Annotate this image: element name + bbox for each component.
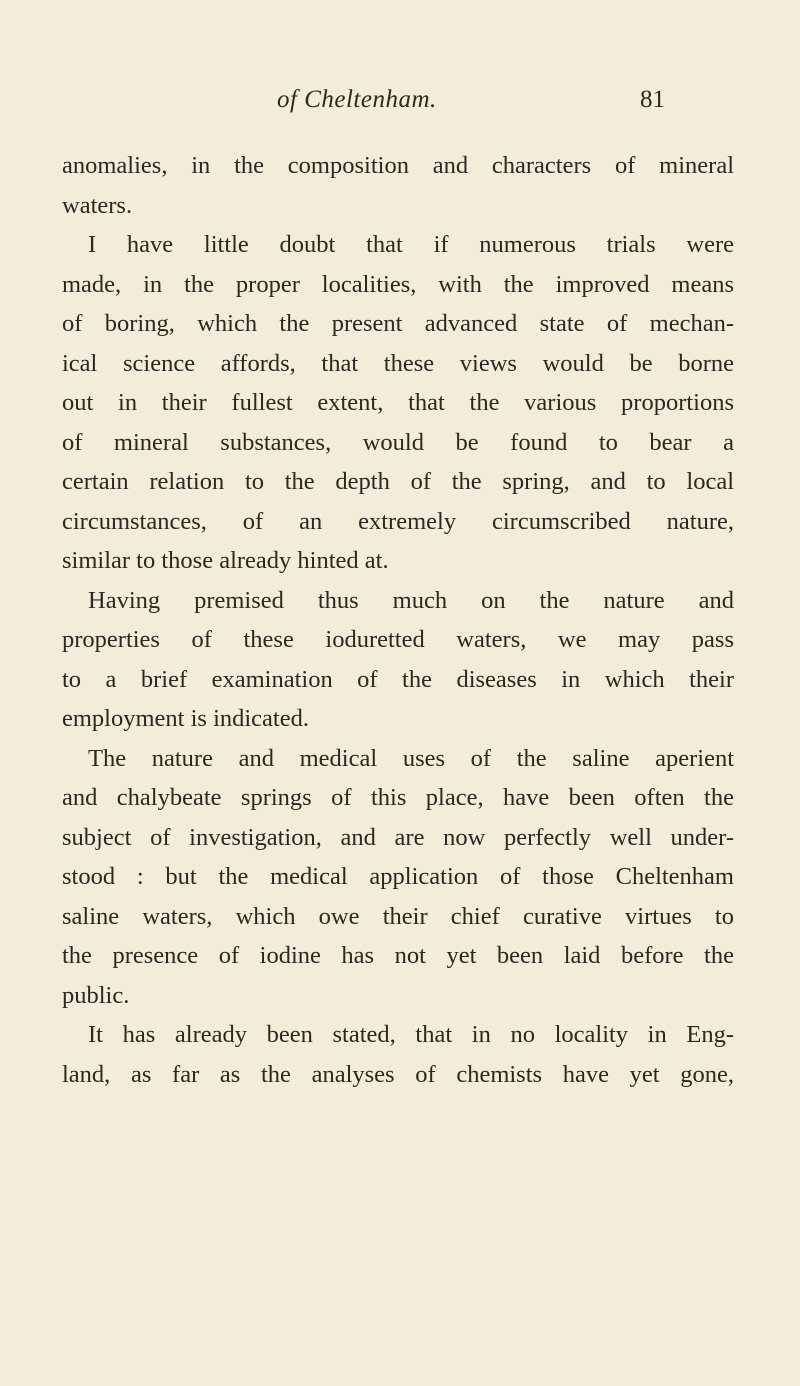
- text-line: public.: [62, 981, 130, 1009]
- text-line: the presence of iodine has not yet been laid before the: [62, 942, 734, 969]
- text-line: of mineral substances, would be found to bear a: [62, 428, 734, 456]
- text-line: I have little doubt that if numerous trials were: [88, 231, 734, 258]
- running-head: [0, 86, 800, 126]
- text-line: employment is indicated.: [62, 705, 309, 732]
- text-line: made, in the proper localities, with the improved means: [62, 270, 734, 298]
- text-line: Having premised thus much on the nature and: [88, 586, 734, 614]
- text-line: out in their fullest extent, that the various proportions: [62, 389, 734, 416]
- text-line: saline waters, which owe their chief curative virtues to: [62, 902, 734, 930]
- text-line: subject of investigation, and are now perfectly well under-: [62, 823, 734, 851]
- text-line: and chalybeate springs of this place, have been often the: [62, 784, 734, 811]
- text-line: to a brief examination of the diseases in which their: [62, 665, 734, 693]
- text-line: It has already been stated, that in no locality in Eng-: [88, 1021, 734, 1048]
- text-line: waters.: [62, 191, 133, 219]
- text-line: land, as far as the analyses of chemists have yet gone,: [62, 1060, 734, 1088]
- page-number: 81: [640, 86, 665, 113]
- text-line: ical science affords, that these views would be borne: [62, 349, 734, 377]
- text-line: properties of these ioduretted waters, we may pass: [62, 626, 734, 653]
- text-line: certain relation to the depth of the spring, and to local: [62, 468, 734, 495]
- body-text: [62, 146, 734, 1094]
- text-line: The nature and medical uses of the saline aperient: [88, 744, 734, 772]
- text-line: circumstances, of an extremely circumscribed nature,: [62, 507, 734, 535]
- text-line: stood : but the medical application of those Cheltenham: [62, 863, 734, 890]
- text-line: anomalies, in the composition and characters of mineral: [62, 152, 734, 179]
- running-title: of Cheltenham.: [277, 86, 437, 113]
- text-line: similar to those already hinted at.: [62, 547, 389, 574]
- text-line: of boring, which the present advanced state of mechan-: [62, 310, 734, 337]
